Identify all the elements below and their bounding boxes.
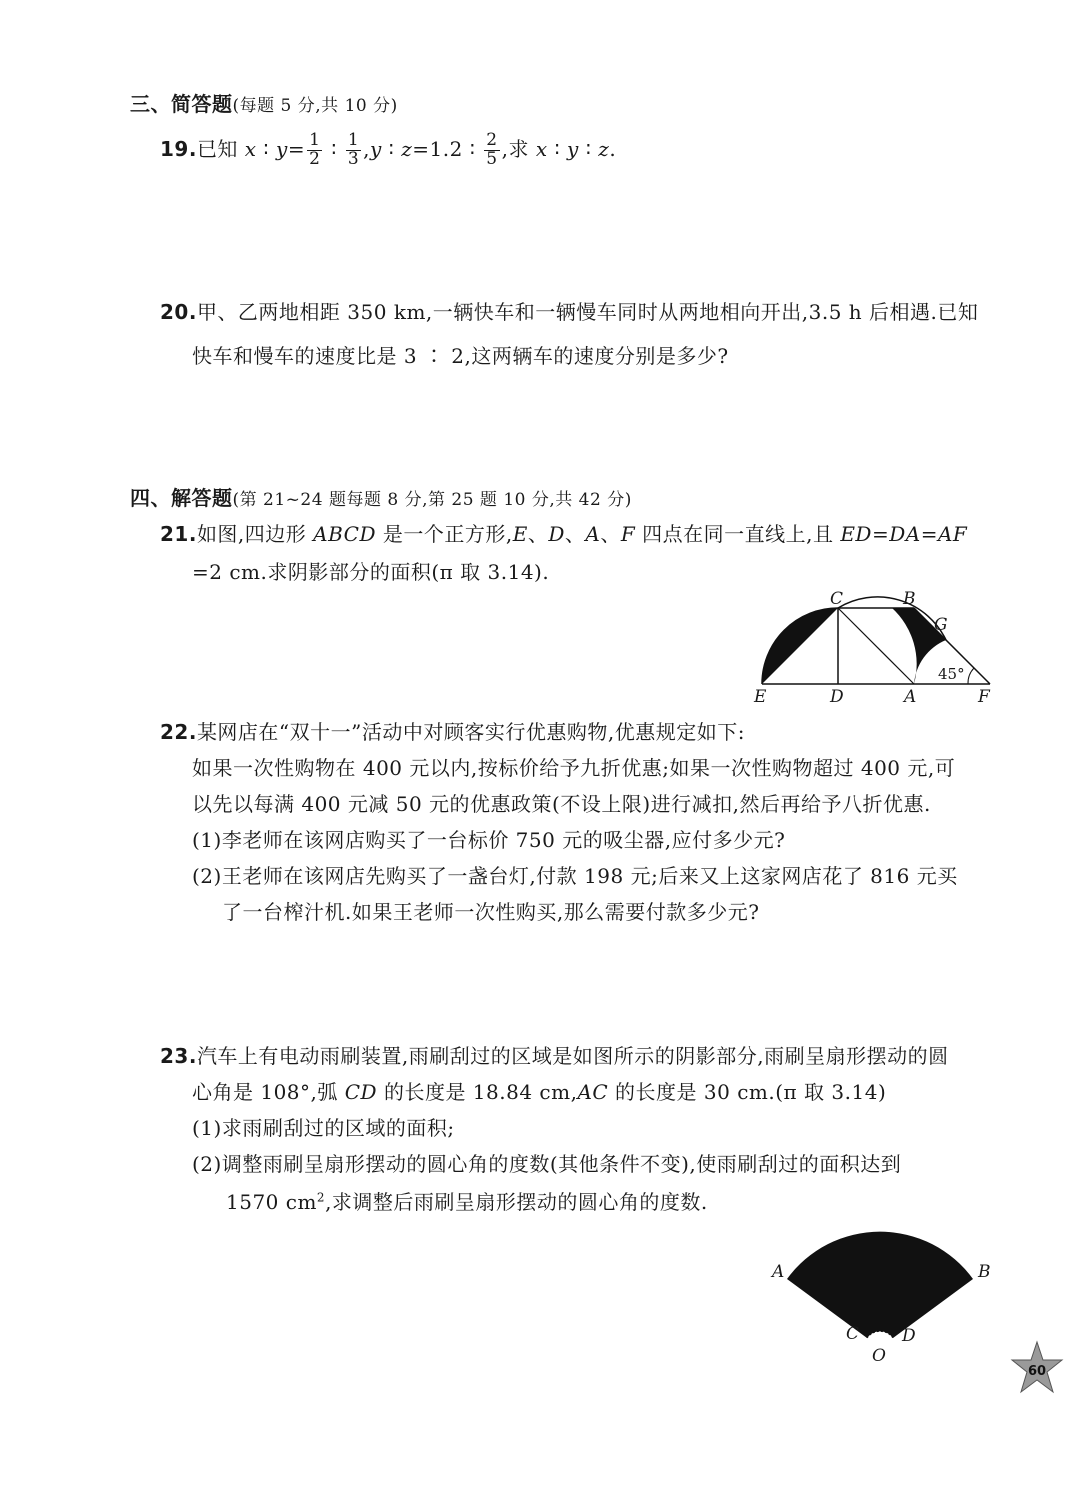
q19-tail: ,求: [501, 136, 536, 161]
var-x: x: [244, 136, 257, 161]
section-3-note: (每题 5 分,共 10 分): [232, 96, 398, 116]
equals: =: [920, 522, 938, 546]
page-number-star-badge: [1008, 1340, 1066, 1398]
separator: 、: [527, 522, 549, 546]
fraction-2-5: [484, 132, 499, 169]
question-19: [160, 132, 616, 169]
separator: 、: [600, 522, 621, 546]
q23-text: 1570 cm: [226, 1190, 317, 1214]
arc-cd-label: CD: [344, 1080, 378, 1104]
fraction-numerator: 2: [486, 130, 498, 150]
label-o: O: [872, 1346, 886, 1365]
q21-text: 四点在同一直线上,且: [635, 522, 841, 546]
label-a: A: [904, 687, 917, 707]
question-22-part-1: (1)李老师在该网店购买了一台标价 750 元的吸尘器,应付多少元?: [192, 828, 786, 852]
question-22-part-2-cont: 了一台榨汁机.如果王老师一次性购买,那么需要付款多少元?: [222, 900, 760, 924]
period: .: [609, 136, 617, 161]
superscript: 2: [316, 1190, 326, 1205]
square-label: ABCD: [313, 522, 377, 546]
segment-af: AF: [937, 522, 968, 546]
label-b: B: [978, 1262, 991, 1282]
equals: =: [287, 136, 306, 161]
point-a: A: [585, 522, 601, 546]
segment-ed: ED: [840, 522, 872, 546]
var-z: z: [401, 136, 413, 161]
var-y: y: [276, 136, 288, 161]
section-4-title: 四、解答题: [130, 486, 233, 510]
var-y: y: [567, 136, 579, 161]
colon: ∶: [578, 136, 599, 161]
label-d: D: [830, 687, 844, 707]
question-23-line-1: [160, 1040, 949, 1069]
q23-text: 汽车上有电动雨刷装置,雨刷刮过的区域是如图所示的阴影部分,雨刷呈扇形摆动的圆: [196, 1044, 949, 1068]
question-number: 22.: [160, 720, 197, 744]
question-number: 21.: [160, 522, 197, 546]
colon: ∶: [324, 136, 344, 161]
q23-text: 的长度是 18.84 cm,: [377, 1080, 578, 1104]
question-number: 20.: [160, 300, 197, 324]
question-23-part-2: (2)调整雨刷呈扇形摆动的圆心角的度数(其他条件不变),使雨刷刮过的面积达到: [192, 1152, 902, 1176]
label-b: B: [903, 589, 916, 609]
question-22-part-2: (2)王老师在该网店先购买了一盏台灯,付款 198 元;后来又上这家网店花了 816 元买: [192, 864, 958, 888]
label-d: D: [902, 1326, 916, 1346]
colon: ∶: [256, 136, 276, 161]
q21-text: 是一个正方形,: [376, 522, 513, 546]
point-e: E: [512, 522, 528, 546]
fraction-denominator: 5: [486, 148, 498, 169]
q23-text: ,求调整后雨刷呈扇形摆动的圆心角的度数.: [325, 1190, 708, 1214]
question-21-line-1: [160, 518, 967, 547]
label-a: A: [772, 1262, 785, 1282]
question-number: 23.: [160, 1044, 197, 1068]
fraction-denominator: 2: [309, 148, 321, 169]
q23-figure: [760, 1215, 1000, 1365]
q21-figure: [740, 588, 1000, 708]
angle-label: 45°: [938, 665, 965, 683]
question-23-part-1: (1)求雨刷刮过的区域的面积;: [192, 1116, 455, 1140]
question-23-line-2: [192, 1076, 886, 1105]
question-22-line-3: 以先以每满 400 元减 50 元的优惠政策(不设上限)进行减扣,然后再给予八折优惠.: [192, 792, 931, 816]
label-f: F: [978, 687, 990, 707]
angle-mark: [968, 668, 974, 684]
var-z: z: [598, 136, 610, 161]
question-22-line-1: [160, 716, 745, 745]
ratio-value: =1.2 ∶: [412, 136, 483, 161]
fraction-1-3: [346, 132, 361, 169]
q23-text: 心角是 108°,弧: [192, 1080, 345, 1104]
fraction-numerator: 1: [309, 130, 321, 150]
label-g: G: [934, 615, 948, 635]
question-number: 19.: [160, 136, 197, 161]
fraction-denominator: 3: [347, 148, 360, 169]
wiper-swept-region: [787, 1232, 973, 1338]
shaded-region-left: [762, 608, 838, 684]
section-4-heading: [130, 482, 632, 511]
question-20-line-1: [160, 296, 978, 325]
section-4-note: (第 21~24 题每题 8 分,第 25 题 10 分,共 42 分): [232, 490, 632, 510]
colon: ∶: [547, 136, 568, 161]
q23-text: 的长度是 30 cm.(π 取 3.14): [608, 1080, 887, 1104]
segment-da: DA: [889, 522, 921, 546]
section-3-title: 三、简答题: [130, 92, 233, 116]
colon: ∶: [381, 136, 402, 161]
question-20-line-2: 快车和慢车的速度比是 3 ∶ 2,这两辆车的速度分别是多少?: [192, 344, 729, 368]
section-3-heading: [130, 88, 398, 117]
q22-text: 某网店在“双十一”活动中对顾客实行优惠购物,优惠规定如下:: [196, 720, 745, 744]
comma: ,: [363, 136, 371, 161]
question-22-line-2: 如果一次性购物在 400 元以内,按标价给予九折优惠;如果一次性购物超过 400 元,可: [192, 756, 956, 780]
fraction-1-2: [307, 132, 322, 169]
fraction-numerator: 1: [347, 130, 360, 150]
var-x: x: [535, 136, 548, 161]
q20-text: 甲、乙两地相距 350 km,一辆快车和一辆慢车同时从两地相向开出,3.5 h 后相遇.已知: [196, 300, 979, 324]
question-23-part-2-cont: [226, 1186, 708, 1215]
page-number: 60: [1028, 1364, 1047, 1379]
segment-ac-label: AC: [577, 1080, 609, 1104]
question-21-line-2: =2 cm.求阴影部分的面积(π 取 3.14).: [192, 560, 550, 584]
q19-text: 已知: [196, 136, 245, 161]
q21-text: 如图,四边形: [196, 522, 314, 546]
label-e: E: [754, 687, 767, 707]
separator: 、: [564, 522, 586, 546]
point-d: D: [548, 522, 565, 546]
label-c: C: [830, 589, 844, 609]
var-y: y: [370, 136, 382, 161]
equals: =: [871, 522, 890, 546]
point-f: F: [620, 522, 636, 546]
label-c: C: [846, 1324, 860, 1344]
